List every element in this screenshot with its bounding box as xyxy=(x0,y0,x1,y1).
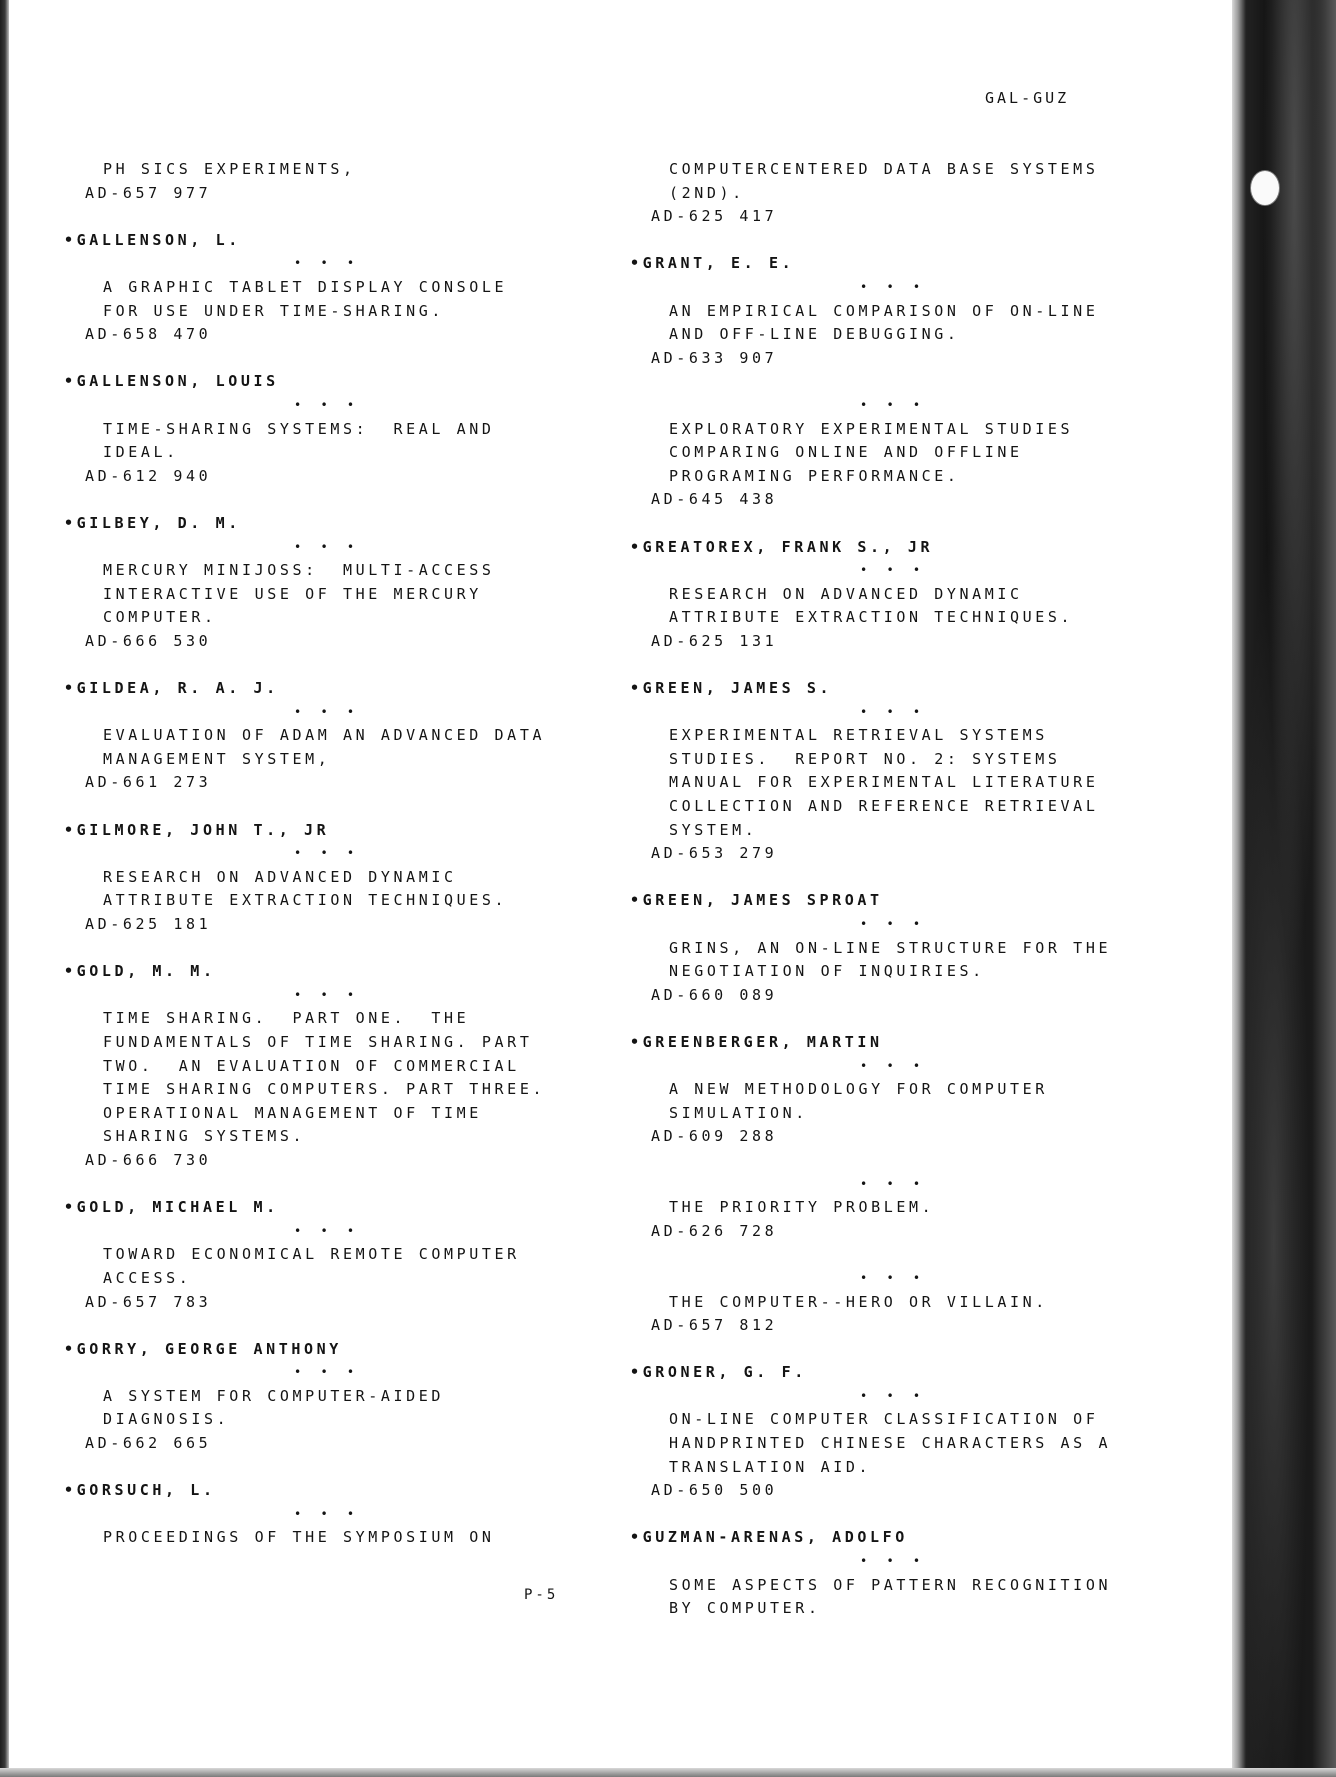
author-heading: •GREENBERGER, MARTIN xyxy=(630,1032,883,1051)
spacer xyxy=(64,347,604,371)
entry-bullets: • • • xyxy=(860,397,927,412)
title-line: MANAGEMENT SYSTEM, xyxy=(103,749,331,768)
author-heading: •GORSUCH, L. xyxy=(64,1481,216,1500)
spacer xyxy=(630,512,1170,536)
entry-bullets: • • • xyxy=(860,563,927,578)
spacer xyxy=(630,370,1170,394)
entry-bullets: • • • xyxy=(294,1365,361,1380)
title-line: TRANSLATION AID. xyxy=(669,1457,872,1476)
title-line: THE COMPUTER--HERO OR VILLAIN. xyxy=(669,1292,1048,1311)
author-heading: •GREATOREX, FRANK S., JR xyxy=(630,537,934,556)
ad-number: AD-661 273 xyxy=(85,773,212,792)
entry-bullets: • • • xyxy=(294,256,361,271)
scan-bottom-edge xyxy=(0,1768,1336,1777)
author-heading: •GREEN, JAMES S. xyxy=(630,679,833,698)
spacer xyxy=(64,205,604,229)
continued-title-line: COMPUTERCENTERED DATA BASE SYSTEMS xyxy=(669,160,1099,178)
title-line: TIME SHARING COMPUTERS. PART THREE. xyxy=(103,1080,546,1099)
author-heading: •GALLENSON, LOUIS xyxy=(64,372,279,391)
title-line: ACCESS. xyxy=(103,1268,192,1287)
author-heading: •GRANT, E. E. xyxy=(630,254,795,273)
title-line: TWO. AN EVALUATION OF COMMERCIAL xyxy=(103,1056,520,1075)
title-line: SOME ASPECTS OF PATTERN RECOGNITION xyxy=(669,1575,1112,1594)
title-line: IDEAL. xyxy=(103,443,179,462)
right-column xyxy=(630,158,1170,1621)
ad-number: AD-625 417 xyxy=(651,207,778,226)
ad-number: AD-625 131 xyxy=(651,631,778,650)
ad-number: AD-633 907 xyxy=(651,348,778,367)
spacer xyxy=(630,1243,1170,1267)
author-heading: •GORRY, GEORGE ANTHONY xyxy=(64,1339,342,1358)
entry-bullets: • • • xyxy=(860,1388,927,1403)
ad-number: AD-650 500 xyxy=(651,1481,778,1500)
spacer xyxy=(630,1338,1170,1362)
title-line: PROCEEDINGS OF THE SYMPOSIUM ON xyxy=(103,1528,495,1547)
ad-number: AD-645 438 xyxy=(651,490,778,509)
ad-number: AD-657 783 xyxy=(85,1292,212,1311)
title-line: GRINS, AN ON-LINE STRUCTURE FOR THE xyxy=(669,938,1112,957)
title-line: TOWARD ECONOMICAL REMOTE COMPUTER xyxy=(103,1245,520,1264)
ad-number: AD-612 940 xyxy=(85,466,212,485)
title-line: MERCURY MINIJOSS: MULTI-ACCESS xyxy=(103,561,495,580)
punch-hole xyxy=(1250,170,1280,206)
continued-title-line: (2ND). xyxy=(669,183,745,202)
title-line: AND OFF-LINE DEBUGGING. xyxy=(669,325,960,344)
author-heading: •GILDEA, R. A. J. xyxy=(64,679,279,698)
ad-number: AD-626 728 xyxy=(651,1221,778,1240)
ad-number: AD-658 470 xyxy=(85,325,212,344)
title-line: RESEARCH ON ADVANCED DYNAMIC xyxy=(669,584,1023,603)
title-line: TIME-SHARING SYSTEMS: REAL AND xyxy=(103,419,495,438)
title-line: THE PRIORITY PROBLEM. xyxy=(669,1198,935,1217)
entry-bullets: • • • xyxy=(294,704,361,719)
spacer xyxy=(64,488,604,512)
ad-number: AD-666 530 xyxy=(85,631,212,650)
title-line: AN EMPIRICAL COMPARISON OF ON-LINE xyxy=(669,301,1099,320)
title-line: A GRAPHIC TABLET DISPLAY CONSOLE xyxy=(103,277,508,296)
title-line: EXPERIMENTAL RETRIEVAL SYSTEMS xyxy=(669,726,1048,745)
spacer xyxy=(630,229,1170,253)
title-line: FOR USE UNDER TIME-SHARING. xyxy=(103,301,445,320)
title-line: PROGRAMING PERFORMANCE. xyxy=(669,466,960,485)
author-heading: •GALLENSON, L. xyxy=(64,230,241,249)
ad-number: AD-653 279 xyxy=(651,844,778,863)
title-line: A NEW METHODOLOGY FOR COMPUTER xyxy=(669,1080,1048,1099)
entry-bullets: • • • xyxy=(860,917,927,931)
spacer xyxy=(64,1456,604,1480)
title-line: SIMULATION. xyxy=(669,1103,808,1122)
title-line: RESEARCH ON ADVANCED DYNAMIC xyxy=(103,867,457,886)
title-line: NEGOTIATION OF INQUIRIES. xyxy=(669,962,985,981)
title-line: TIME SHARING. PART ONE. THE xyxy=(103,1009,470,1028)
title-line: EXPLORATORY EXPERIMENTAL STUDIES xyxy=(669,419,1074,438)
title-line: COLLECTION AND REFERENCE RETRIEVAL xyxy=(669,797,1099,816)
author-heading: •GUZMAN-ARENAS, ADOLFO xyxy=(630,1528,908,1547)
spacer xyxy=(64,1314,604,1338)
scan-right-edge xyxy=(1232,0,1336,1777)
title-line: STUDIES. REPORT NO. 2: SYSTEMS xyxy=(669,749,1061,768)
title-line: SHARING SYSTEMS. xyxy=(103,1127,306,1146)
author-heading: •GOLD, M. M. xyxy=(64,962,216,981)
author-heading: •GREEN, JAMES SPROAT xyxy=(630,891,883,910)
spacer xyxy=(64,653,604,677)
continued-title-line: PH SICS EXPERIMENTS, xyxy=(103,160,356,178)
entry-bullets: • • • xyxy=(860,1176,927,1191)
ad-number: AD-660 089 xyxy=(651,985,778,1004)
entry-bullets: • • • xyxy=(860,1554,927,1569)
title-line: ATTRIBUTE EXTRACTION TECHNIQUES. xyxy=(669,608,1074,627)
ad-number: AD-657 977 xyxy=(85,183,212,202)
spacer xyxy=(64,795,604,819)
entry-bullets: • • • xyxy=(294,1506,361,1521)
title-line: ATTRIBUTE EXTRACTION TECHNIQUES. xyxy=(103,891,508,910)
title-line: BY COMPUTER. xyxy=(669,1599,821,1618)
title-line: DIAGNOSIS. xyxy=(103,1410,230,1429)
left-column xyxy=(64,158,604,1550)
ad-number: AD-625 181 xyxy=(85,915,212,933)
spacer xyxy=(64,1173,604,1197)
page-number: P-5 xyxy=(524,1587,559,1603)
title-line: COMPARING ONLINE AND OFFLINE xyxy=(669,443,1023,462)
spacer xyxy=(630,1149,1170,1173)
ad-number: AD-666 730 xyxy=(85,1150,212,1169)
title-line: COMPUTER. xyxy=(103,608,217,627)
title-line: INTERACTIVE USE OF THE MERCURY xyxy=(103,584,482,603)
entry-bullets: • • • xyxy=(294,1223,361,1238)
entry-bullets: • • • xyxy=(860,704,927,719)
author-heading: •GOLD, MICHAEL M. xyxy=(64,1198,279,1217)
title-line: OPERATIONAL MANAGEMENT OF TIME xyxy=(103,1103,482,1122)
title-line: A SYSTEM FOR COMPUTER-AIDED xyxy=(103,1386,445,1405)
running-head: GAL-GUZ xyxy=(985,89,1070,107)
entry-bullets: • • • xyxy=(294,539,361,554)
title-line: ON-LINE COMPUTER CLASSIFICATION OF xyxy=(669,1410,1099,1429)
author-heading: •GRONER, G. F. xyxy=(630,1363,807,1382)
ad-number: AD-662 665 xyxy=(85,1434,212,1453)
ad-number: AD-609 288 xyxy=(651,1127,778,1146)
scan-left-edge xyxy=(0,0,9,1777)
ad-number: AD-657 812 xyxy=(651,1316,778,1335)
author-heading: •GILMORE, JOHN T., JR xyxy=(64,820,330,839)
spacer xyxy=(630,866,1170,890)
entry-bullets: • • • xyxy=(860,279,927,294)
spacer xyxy=(630,1007,1170,1031)
spacer xyxy=(630,1503,1170,1527)
entry-bullets: • • • xyxy=(860,1058,927,1073)
title-line: HANDPRINTED CHINESE CHARACTERS AS A xyxy=(669,1434,1112,1453)
title-line: FUNDAMENTALS OF TIME SHARING. PART xyxy=(103,1032,533,1051)
spacer xyxy=(630,653,1170,677)
title-line: SYSTEM. xyxy=(669,820,758,839)
entry-bullets: • • • xyxy=(860,1270,927,1285)
title-line: EVALUATION OF ADAM AN ADVANCED DATA xyxy=(103,726,546,745)
spacer xyxy=(64,937,604,961)
author-heading: •GILBEY, D. M. xyxy=(64,513,241,532)
title-line: MANUAL FOR EXPERIMENTAL LITERATURE xyxy=(669,773,1099,792)
entry-bullets: • • • xyxy=(294,987,361,1002)
entry-bullets: • • • xyxy=(294,846,361,861)
entry-bullets: • • • xyxy=(294,397,361,412)
